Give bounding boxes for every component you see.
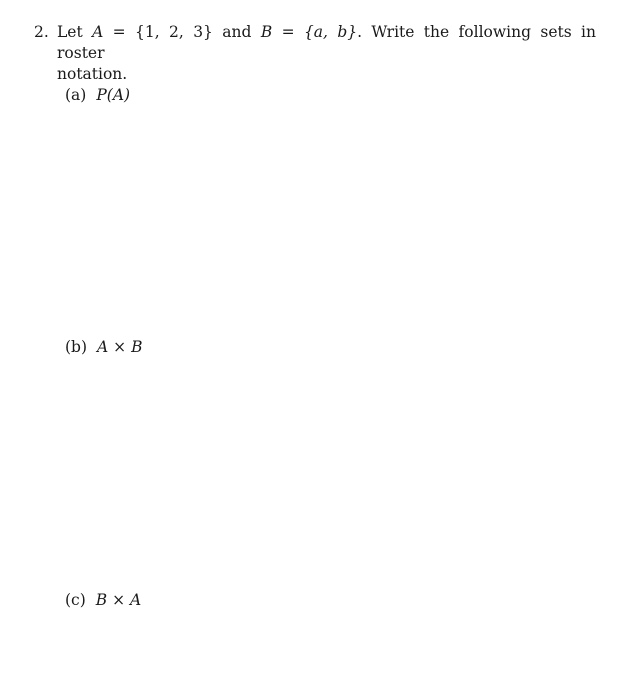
set-b-value: {a, b} [303, 23, 358, 41]
instruction-text: Write the following sets in roster [57, 23, 596, 62]
problem-statement-line-1: Let A = {1, 2, 3} and B = {a, b}. Write the following sets in roster [57, 23, 596, 62]
part-a-expression: P(A) [96, 86, 131, 104]
set-a-value: {1, 2, 3} [135, 23, 213, 41]
part-c [65, 591, 141, 609]
part-a-label: (a) [65, 86, 87, 104]
part-a [65, 86, 130, 104]
problem-2 [34, 22, 596, 85]
set-a-name: A [92, 23, 104, 41]
part-b-label: (b) [65, 338, 88, 356]
set-b-name: B [260, 23, 273, 41]
part-c-label: (c) [65, 591, 86, 609]
part-b-expression: A × B [97, 338, 143, 356]
part-b [65, 338, 142, 356]
problem-statement-line-2: notation. [57, 65, 128, 83]
part-c-expression: B × A [95, 591, 142, 609]
problem-number: 2. [34, 23, 49, 41]
